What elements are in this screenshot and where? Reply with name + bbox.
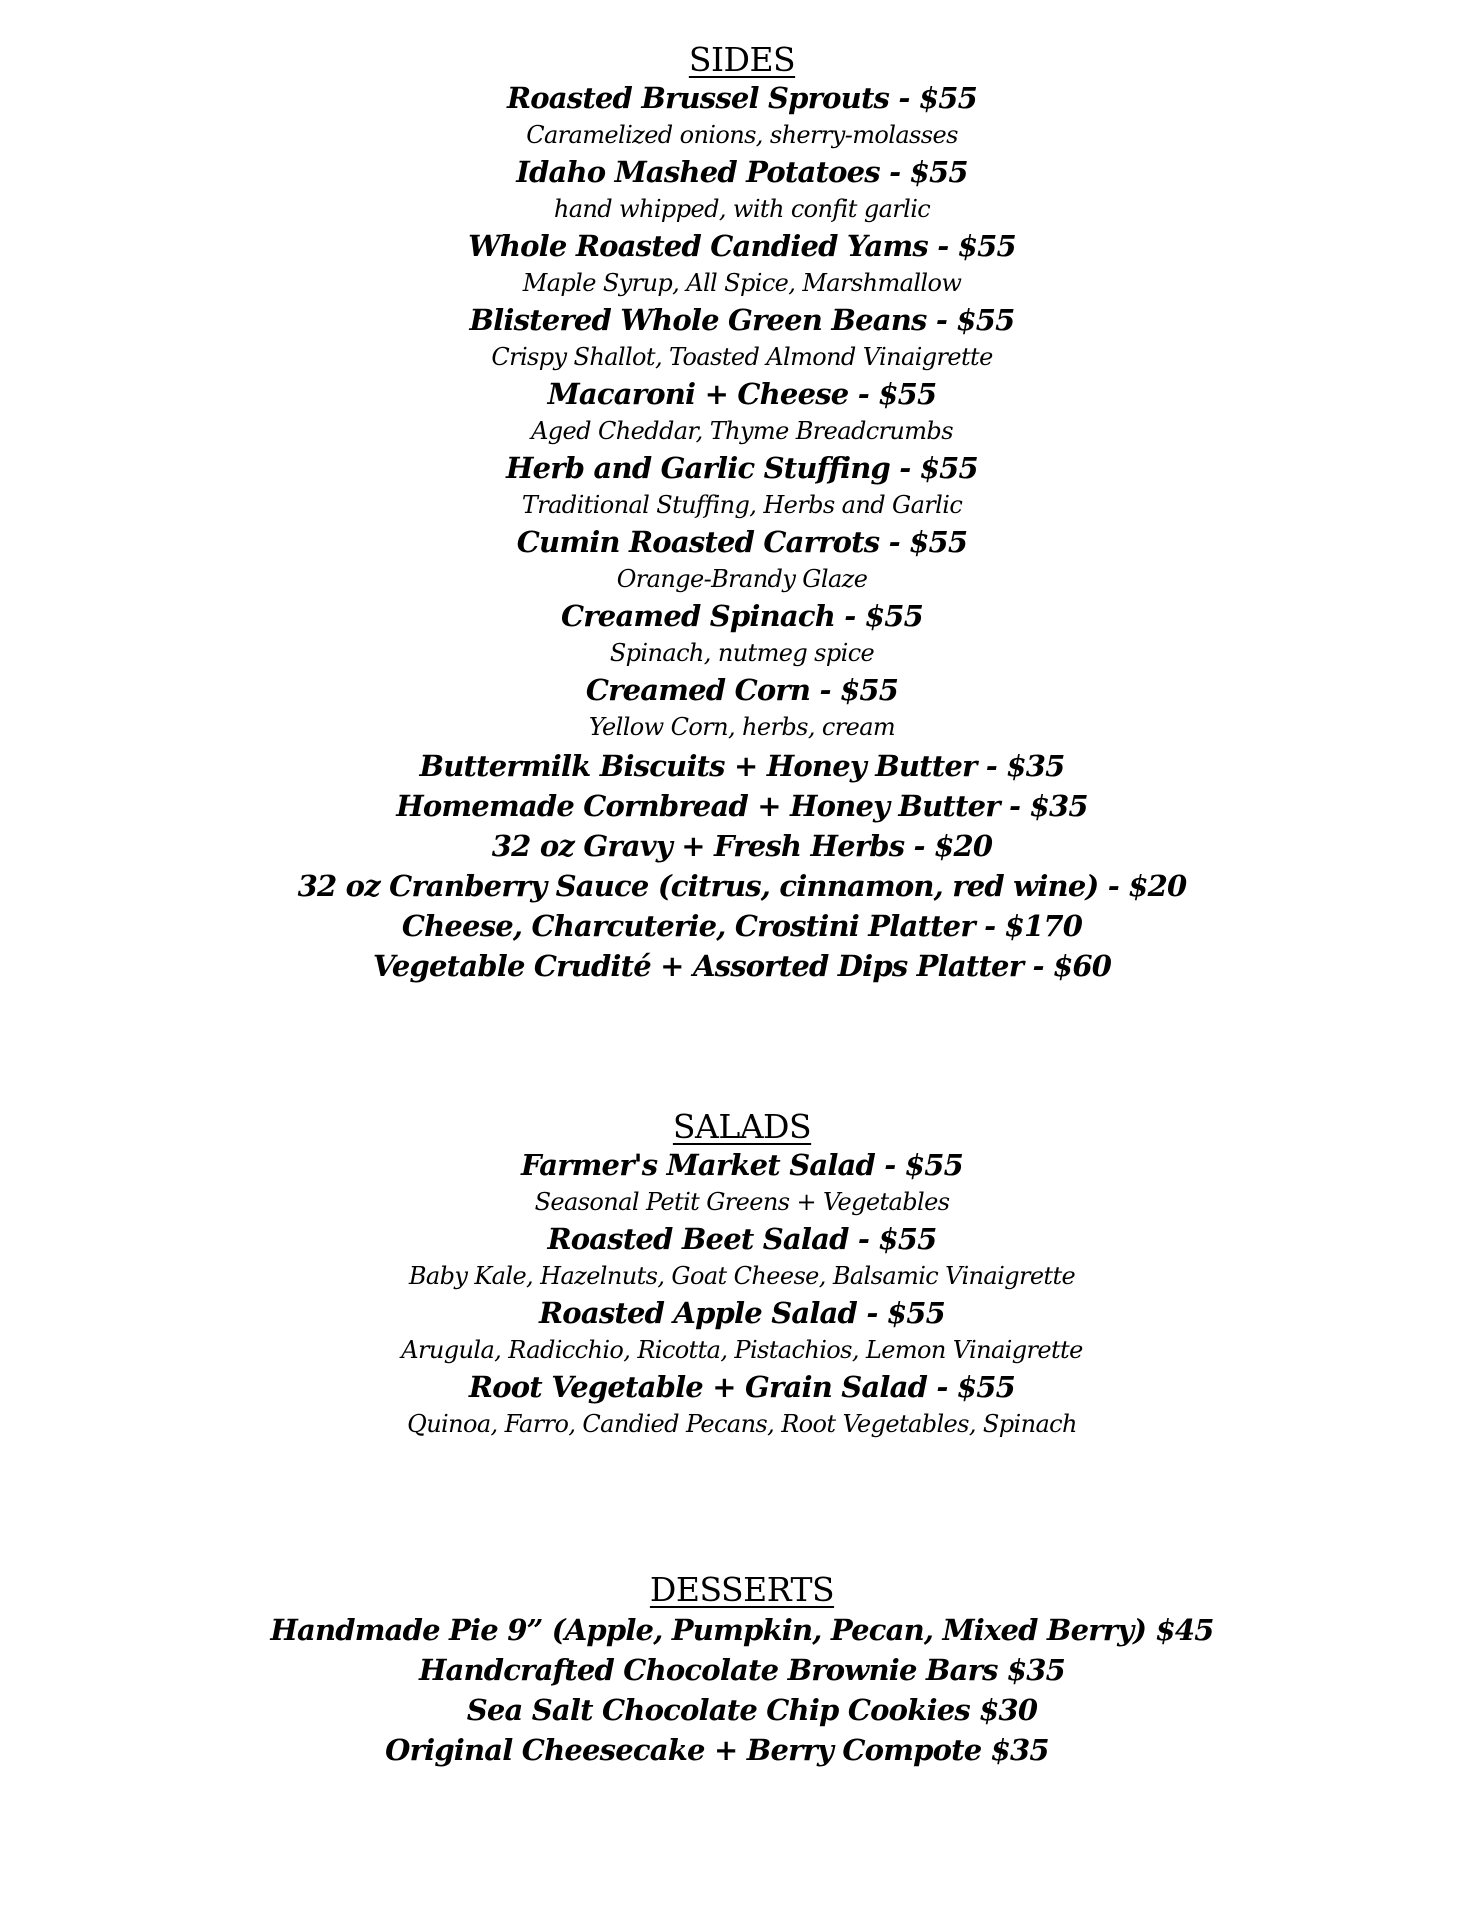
salads-section — [0, 1107, 1484, 1443]
salad-item-name: Roasted Apple Salad - $55 — [539, 1296, 945, 1330]
side-item-desc: hand whipped, with confit garlic — [553, 195, 931, 223]
side-item-name: Cumin Roasted Carrots - $55 — [516, 525, 968, 559]
salad-item-name: Roasted Beet Salad - $55 — [547, 1222, 937, 1256]
salad-item-desc: Seasonal Petit Greens + Vegetables — [534, 1188, 950, 1216]
salad-item-desc: Baby Kale, Hazelnuts, Goat Cheese, Balsamic Vinaigrette — [408, 1262, 1076, 1290]
side-item-desc: Caramelized onions, sherry-molasses — [526, 121, 958, 149]
salad-item-name: Root Vegetable + Grain Salad - $55 — [468, 1370, 1016, 1404]
side-item-name: Roasted Brussel Sprouts - $55 — [506, 81, 978, 115]
salads-title: SALADS — [672, 1107, 812, 1146]
side-item-name: Idaho Mashed Potatoes - $55 — [516, 155, 968, 189]
side-item-desc: Crispy Shallot, Toasted Almond Vinaigrette — [491, 343, 993, 371]
side-item-desc: Aged Cheddar, Thyme Breadcrumbs — [531, 417, 953, 445]
side-extra-item: Homemade Cornbread + Honey Butter - $35 — [396, 789, 1088, 823]
side-item-name: Creamed Spinach - $55 — [561, 599, 923, 633]
dessert-item: Handmade Pie 9” (Apple, Pumpkin, Pecan, Mixed Berry) $45 — [270, 1613, 1214, 1647]
side-extra-item: 32 oz Gravy + Fresh Herbs - $20 — [491, 829, 993, 863]
side-extra-item: Buttermilk Biscuits + Honey Butter - $35 — [419, 749, 1065, 783]
side-item-name: Creamed Corn - $55 — [585, 673, 899, 707]
sides-section — [0, 40, 1484, 986]
dessert-item: Original Cheesecake + Berry Compote $35 — [385, 1733, 1049, 1767]
side-item-desc: Spinach, nutmeg spice — [609, 639, 875, 667]
dessert-item: Handcrafted Chocolate Brownie Bars $35 — [418, 1653, 1066, 1687]
salad-item-desc: Quinoa, Farro, Candied Pecans, Root Vegetables, Spinach — [407, 1410, 1077, 1438]
sides-title: SIDES — [688, 40, 796, 79]
side-item-name: Blistered Whole Green Beans - $55 — [469, 303, 1015, 337]
side-item-name: Macaroni + Cheese - $55 — [547, 377, 937, 411]
side-item-desc: Maple Syrup, All Spice, Marshmallow — [522, 269, 962, 297]
side-extra-item: Cheese, Charcuterie, Crostini Platter - $170 — [401, 909, 1083, 943]
desserts-title: DESSERTS — [649, 1570, 835, 1609]
side-extra-item: Vegetable Crudité + Assorted Dips Platter - $60 — [372, 949, 1112, 983]
side-item-desc: Yellow Corn, herbs, cream — [588, 713, 896, 741]
side-extra-item: 32 oz Cranberry Sauce (citrus, cinnamon, red wine) - $20 — [297, 869, 1187, 903]
side-item-name: Herb and Garlic Stuffing - $55 — [506, 451, 978, 485]
side-item-name: Whole Roasted Candied Yams - $55 — [468, 229, 1016, 263]
dessert-item: Sea Salt Chocolate Chip Cookies $30 — [466, 1693, 1038, 1727]
desserts-section — [0, 1570, 1484, 1770]
salad-item-desc: Arugula, Radicchio, Ricotta, Pistachios, Lemon Vinaigrette — [401, 1336, 1083, 1364]
salad-item-name: Farmer's Market Salad - $55 — [521, 1148, 963, 1182]
side-item-desc: Traditional Stuffing, Herbs and Garlic — [521, 491, 963, 519]
side-item-desc: Orange-Brandy Glaze — [616, 565, 868, 593]
